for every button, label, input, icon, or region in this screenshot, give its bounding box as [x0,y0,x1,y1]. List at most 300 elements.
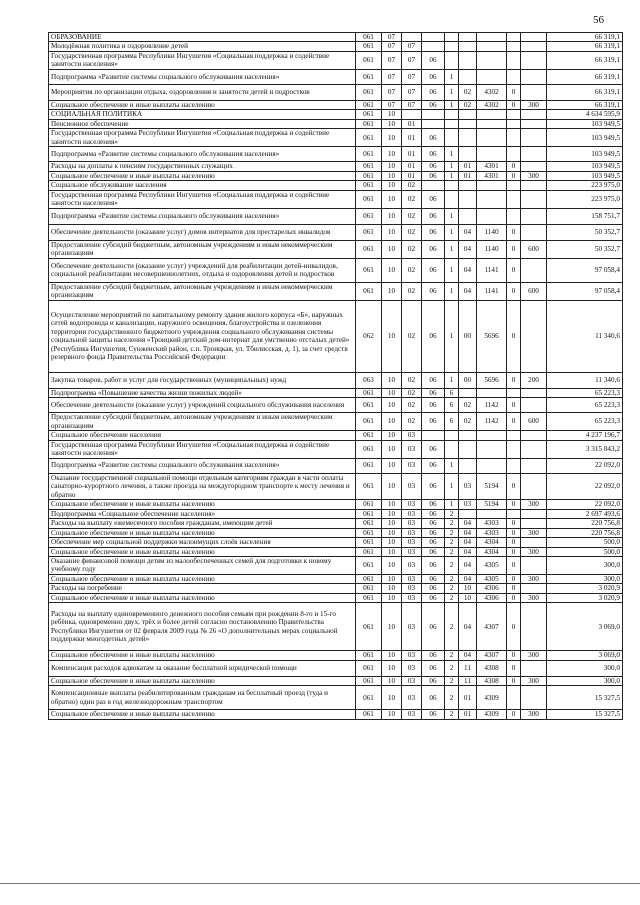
code-podrazdel: 03 [402,431,422,440]
code-razdel: 10 [382,458,402,473]
row-amount: 500,0 [547,538,623,547]
code-vid: 600 [521,240,547,258]
code-glava: 061 [356,147,382,162]
row-amount: 223 975,0 [547,181,623,190]
code-vid [521,129,547,147]
row-name: Предоставление субсидий бюджетным, автономным учреждениям и иным некоммерческим организациям [49,240,356,258]
code-direction [477,129,507,147]
code-podrazdel: 03 [402,538,422,547]
code-vid [521,686,547,710]
code-program: 06 [422,538,445,547]
row-amount: 66 319,1 [547,69,623,84]
code-direction [477,33,507,42]
code-glava: 061 [356,574,382,583]
code-event [459,440,477,458]
code-event: 02 [459,398,477,413]
code-program: 06 [422,440,445,458]
code-direction [477,51,507,69]
row-amount: 66 319,1 [547,42,623,51]
code-event: 00 [459,372,477,388]
code-vid [521,181,547,190]
code-direction [477,119,507,128]
code-digit: 0 [507,651,521,660]
code-podrazdel: 02 [402,190,422,208]
code-razdel: 10 [382,110,402,119]
code-subprogram: 1 [445,162,459,171]
code-program [422,431,445,440]
code-podrazdel: 03 [402,440,422,458]
row-name: Обеспечение деятельности (оказание услуг) домов интернатов для престарелых инвалидов [49,224,356,240]
code-vid: 300 [521,100,547,109]
code-podrazdel: 01 [402,129,422,147]
code-razdel: 10 [382,440,402,458]
row-name: Расходы на доплаты к пенсиям государственных служащих [49,162,356,171]
row-amount: 65 223,3 [547,413,623,431]
code-direction: 4308 [477,660,507,676]
code-glava: 061 [356,500,382,509]
code-direction: 4309 [477,686,507,710]
code-digit [507,509,521,518]
code-glava: 061 [356,686,382,710]
row-amount: 22 092,0 [547,500,623,509]
code-subprogram: 1 [445,171,459,180]
code-subprogram: 1 [445,282,459,300]
row-amount: 22 092,0 [547,473,623,499]
code-direction [477,440,507,458]
code-glava: 061 [356,119,382,128]
table-row [49,69,623,84]
code-digit: 0 [507,372,521,388]
row-name: Социальное обеспечение и иные выплаты населению [49,593,356,602]
code-direction [477,147,507,162]
code-vid [521,190,547,208]
code-program: 06 [422,603,445,651]
code-program: 06 [422,190,445,208]
code-vid [521,162,547,171]
row-amount: 300,0 [547,660,623,676]
code-podrazdel: 02 [402,258,422,282]
code-subprogram: 6 [445,413,459,431]
row-name: Закупка товаров, работ и услуг для государственных (муниципальных) нужд [49,372,356,388]
table-row [49,676,623,685]
code-program: 06 [422,593,445,602]
row-amount: 158 751,7 [547,208,623,224]
row-name: Социальное обеспечение населения [49,431,356,440]
code-glava: 062 [356,300,382,372]
table-row [49,388,623,397]
code-glava: 061 [356,33,382,42]
code-digit: 0 [507,473,521,499]
code-program: 06 [422,500,445,509]
code-program: 06 [422,528,445,537]
code-program: 06 [422,584,445,593]
code-podrazdel: 03 [402,651,422,660]
code-razdel: 07 [382,84,402,100]
row-name: Подпрограмма «Повышение качества жизни пожилых людей» [49,388,356,397]
code-vid [521,119,547,128]
code-glava: 061 [356,519,382,528]
code-podrazdel: 01 [402,162,422,171]
code-program: 06 [422,51,445,69]
code-razdel: 10 [382,181,402,190]
code-glava: 061 [356,110,382,119]
code-event: 01 [459,710,477,719]
row-amount: 15 327,5 [547,710,623,719]
code-subprogram: 1 [445,458,459,473]
code-program: 06 [422,676,445,685]
table-row [49,686,623,710]
row-amount: 3 020,9 [547,584,623,593]
code-vid: 300 [521,171,547,180]
code-direction: 4307 [477,603,507,651]
code-program: 06 [422,300,445,372]
code-event: 01 [459,171,477,180]
code-subprogram: 2 [445,660,459,676]
code-razdel: 10 [382,119,402,128]
code-glava: 061 [356,538,382,547]
row-name: Мероприятия по организации отдыха, оздоровления и занятости детей и подростков [49,84,356,100]
row-name: Предоставление субсидий бюджетным, автономным учреждениям и иным некоммерческим организациям [49,282,356,300]
code-digit [507,686,521,710]
code-vid [521,224,547,240]
code-digit: 0 [507,413,521,431]
code-razdel: 10 [382,258,402,282]
code-direction: 4308 [477,676,507,685]
code-podrazdel: 02 [402,372,422,388]
code-podrazdel: 03 [402,584,422,593]
table-row [49,519,623,528]
row-amount: 500,0 [547,547,623,556]
code-direction: 1140 [477,240,507,258]
code-podrazdel: 01 [402,119,422,128]
code-program: 06 [422,509,445,518]
code-vid [521,509,547,518]
code-glava: 061 [356,388,382,397]
code-razdel: 10 [382,473,402,499]
code-direction: 1140 [477,224,507,240]
code-podrazdel: 07 [402,100,422,109]
code-vid: 200 [521,372,547,388]
table-row [49,556,623,574]
table-row [49,258,623,282]
code-subprogram: 6 [445,388,459,397]
code-subprogram [445,119,459,128]
code-podrazdel: 02 [402,388,422,397]
code-razdel: 10 [382,593,402,602]
row-amount: 2 697 493,6 [547,509,623,518]
code-direction: 4306 [477,584,507,593]
code-event: 04 [459,538,477,547]
code-event [459,208,477,224]
code-podrazdel: 03 [402,528,422,537]
code-digit [507,431,521,440]
code-digit: 0 [507,556,521,574]
row-amount: 300,0 [547,574,623,583]
code-event: 04 [459,547,477,556]
code-podrazdel: 03 [402,473,422,499]
code-podrazdel: 03 [402,556,422,574]
code-event [459,509,477,518]
code-event: 00 [459,300,477,372]
code-digit: 0 [507,574,521,583]
code-vid: 600 [521,282,547,300]
code-podrazdel: 07 [402,84,422,100]
code-direction: 1142 [477,398,507,413]
code-digit [507,129,521,147]
code-razdel: 10 [382,500,402,509]
row-name: Оказание государственной социальной помощи отдельным категориям граждан в части оплаты санаторно-курортного лечения, а также проезда на междугородном транспорте к месту лечения и обратно [49,473,356,499]
code-glava: 063 [356,372,382,388]
code-direction: 4304 [477,538,507,547]
code-vid: 600 [521,413,547,431]
code-razdel: 10 [382,528,402,537]
table-row [49,431,623,440]
code-program: 06 [422,660,445,676]
row-name: Подпрограмма «Развитие системы социального обслуживания населения» [49,458,356,473]
code-glava: 061 [356,129,382,147]
row-amount: 65 223,3 [547,388,623,397]
row-name: Обеспечение деятельности (оказание услуг) учреждений социального обслуживания населения [49,398,356,413]
code-event: 01 [459,162,477,171]
code-program: 06 [422,282,445,300]
row-amount: 22 092,0 [547,458,623,473]
code-glava: 061 [356,509,382,518]
code-direction [477,458,507,473]
code-event: 04 [459,240,477,258]
code-vid: 300 [521,651,547,660]
code-subprogram [445,181,459,190]
table-row [49,110,623,119]
row-amount: 300,0 [547,676,623,685]
table-row [49,574,623,583]
row-name: Подпрограмма «Развитие системы социального обслуживания населения» [49,147,356,162]
code-subprogram: 1 [445,473,459,499]
code-subprogram [445,33,459,42]
code-digit: 0 [507,538,521,547]
row-amount: 3 069,0 [547,603,623,651]
code-glava: 061 [356,240,382,258]
code-razdel: 10 [382,300,402,372]
code-subprogram [445,51,459,69]
code-direction [477,69,507,84]
code-direction: 4303 [477,528,507,537]
code-digit: 0 [507,171,521,180]
code-podrazdel: 02 [402,224,422,240]
code-glava: 061 [356,651,382,660]
table-body [49,33,623,720]
code-subprogram: 2 [445,538,459,547]
table-row [49,398,623,413]
code-program: 06 [422,574,445,583]
row-amount: 220 756,8 [547,528,623,537]
code-digit [507,181,521,190]
code-program: 06 [422,372,445,388]
code-direction: 4302 [477,100,507,109]
code-program [422,119,445,128]
row-amount: 11 340,6 [547,372,623,388]
code-vid [521,473,547,499]
code-event [459,110,477,119]
code-razdel: 10 [382,162,402,171]
code-vid [521,69,547,84]
code-razdel: 10 [382,147,402,162]
code-direction [477,388,507,397]
code-program: 06 [422,458,445,473]
code-razdel: 10 [382,574,402,583]
code-digit [507,119,521,128]
code-program: 06 [422,84,445,100]
code-program: 06 [422,240,445,258]
table-row [49,190,623,208]
code-podrazdel: 03 [402,660,422,676]
table-row [49,100,623,109]
table-row [49,547,623,556]
row-amount: 3 020,9 [547,593,623,602]
code-direction: 4307 [477,651,507,660]
table-row [49,129,623,147]
code-vid: 300 [521,593,547,602]
code-direction: 4305 [477,556,507,574]
code-vid [521,110,547,119]
table-row [49,440,623,458]
code-podrazdel: 02 [402,398,422,413]
code-vid [521,458,547,473]
code-direction: 5194 [477,473,507,499]
code-subprogram [445,110,459,119]
row-name: Социальное обеспечение и иные выплаты населению [49,100,356,109]
code-program: 06 [422,258,445,282]
code-event [459,119,477,128]
code-program: 06 [422,388,445,397]
code-glava: 061 [356,584,382,593]
row-name: Компенсационные выплаты реабилитированным гражданам на бесплатный проезд (туда и обратно) один раз в год железнодорожным транспортом [49,686,356,710]
code-subprogram: 2 [445,509,459,518]
code-razdel: 10 [382,651,402,660]
code-direction [477,431,507,440]
code-subprogram: 1 [445,372,459,388]
table-row [49,372,623,388]
code-event: 10 [459,584,477,593]
table-row [49,528,623,537]
code-digit [507,51,521,69]
code-razdel: 10 [382,676,402,685]
code-podrazdel: 03 [402,458,422,473]
code-subprogram [445,190,459,208]
table-row [49,224,623,240]
code-vid: 300 [521,676,547,685]
code-razdel: 10 [382,240,402,258]
row-amount: 15 327,5 [547,686,623,710]
code-podrazdel: 01 [402,147,422,162]
code-digit [507,33,521,42]
code-podrazdel: 03 [402,519,422,528]
code-program: 06 [422,224,445,240]
code-razdel: 10 [382,519,402,528]
code-vid [521,147,547,162]
code-subprogram: 1 [445,224,459,240]
code-glava: 061 [356,676,382,685]
code-razdel: 07 [382,33,402,42]
row-amount: 66 319,1 [547,100,623,109]
row-name: Социальное обеспечение и иные выплаты населению [49,528,356,537]
code-digit: 0 [507,258,521,282]
row-name: Молодёжная политика и оздоровление детей [49,42,356,51]
row-name: Социальное обеспечение и иные выплаты населению [49,547,356,556]
code-program: 06 [422,162,445,171]
code-subprogram: 2 [445,593,459,602]
code-program: 06 [422,208,445,224]
code-event [459,431,477,440]
table-row [49,584,623,593]
code-direction [477,208,507,224]
code-event [459,190,477,208]
table-row [49,51,623,69]
code-event: 04 [459,556,477,574]
code-podrazdel: 03 [402,686,422,710]
row-amount: 11 340,6 [547,300,623,372]
code-digit [507,440,521,458]
code-vid [521,440,547,458]
code-program: 06 [422,651,445,660]
code-direction [477,110,507,119]
code-vid: 300 [521,528,547,537]
code-glava: 061 [356,431,382,440]
code-subprogram: 2 [445,603,459,651]
code-podrazdel: 03 [402,710,422,719]
row-name: Социальное обеспечение и иные выплаты населению [49,676,356,685]
code-glava: 061 [356,69,382,84]
code-razdel: 10 [382,190,402,208]
code-podrazdel [402,33,422,42]
code-subprogram: 2 [445,528,459,537]
row-amount: 50 352,7 [547,240,623,258]
code-program: 06 [422,69,445,84]
code-event: 11 [459,676,477,685]
code-digit [507,458,521,473]
code-digit: 0 [507,300,521,372]
row-amount: 103 949,5 [547,129,623,147]
code-podrazdel: 07 [402,42,422,51]
code-event [459,69,477,84]
code-digit [507,110,521,119]
code-vid: 300 [521,574,547,583]
code-razdel: 10 [382,584,402,593]
row-name: Расходы на погребение [49,584,356,593]
table-row [49,162,623,171]
row-name: Социальное обеспечение и иные выплаты населению [49,500,356,509]
code-subprogram [445,431,459,440]
code-razdel: 10 [382,372,402,388]
code-event: 03 [459,473,477,499]
code-digit: 0 [507,162,521,171]
code-subprogram: 1 [445,69,459,84]
code-program: 06 [422,473,445,499]
code-event: 04 [459,258,477,282]
code-program: 06 [422,147,445,162]
code-direction: 1141 [477,258,507,282]
code-event: 02 [459,84,477,100]
row-amount: 3 069,0 [547,651,623,660]
code-podrazdel: 07 [402,69,422,84]
code-digit: 0 [507,603,521,651]
code-subprogram [445,440,459,458]
row-amount: 97 058,4 [547,282,623,300]
code-program: 06 [422,100,445,109]
code-direction: 4301 [477,171,507,180]
code-digit [507,388,521,397]
code-event [459,51,477,69]
code-program: 06 [422,519,445,528]
